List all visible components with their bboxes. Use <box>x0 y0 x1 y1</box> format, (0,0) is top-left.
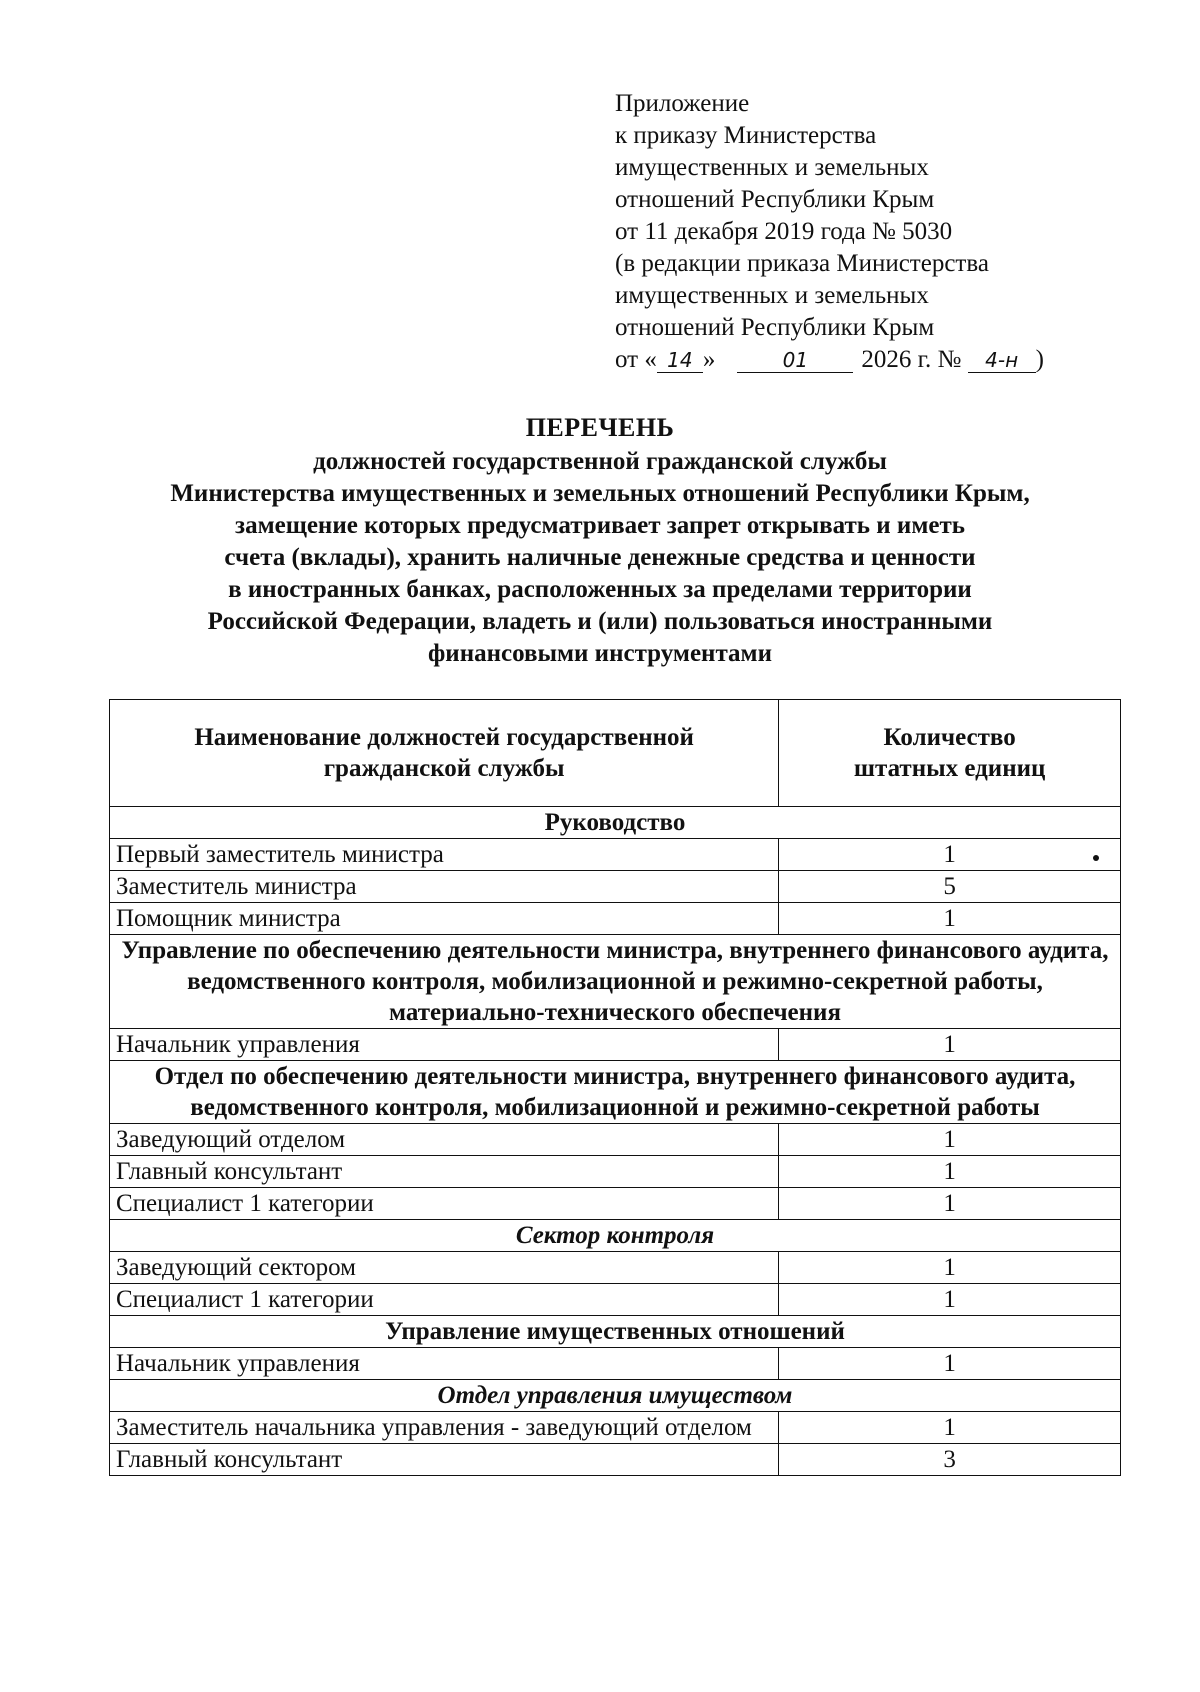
header-text: гражданской службы <box>323 755 565 782</box>
handwritten-order-number: 4-н <box>968 348 1036 373</box>
section-row <box>110 1316 1121 1348</box>
scan-dot-mark <box>1093 855 1099 861</box>
appendix-line: Приложение <box>615 90 750 117</box>
date-suffix: ) <box>1035 346 1044 373</box>
section-title: Управление имущественных отношений <box>110 1316 1121 1348</box>
table-row <box>110 903 1121 935</box>
table-header-row <box>110 700 1121 807</box>
position-quantity: 1 <box>779 1412 1121 1444</box>
position-name: Помощник министра <box>110 903 779 935</box>
appendix-line: (в редакции приказа Министерства <box>615 250 989 277</box>
position-name: Специалист 1 категории <box>110 1284 779 1316</box>
document-title <box>100 412 1100 670</box>
position-quantity: 1 <box>779 1348 1121 1380</box>
title-heading: ПЕРЕЧЕНЬ <box>525 413 675 442</box>
table-row <box>110 1348 1121 1380</box>
position-name: Заведующий сектором <box>110 1252 779 1284</box>
position-name: Начальник управления <box>110 1029 779 1061</box>
position-name: Первый заместитель министра <box>110 839 779 871</box>
position-quantity: 1 <box>779 903 1121 935</box>
section-title: Руководство <box>110 807 1121 839</box>
title-line: должностей государственной гражданской службы <box>313 448 887 475</box>
section-title: Управление по обеспечению деятельности министра, внутреннего финансового аудита, ведомственного контроля, мобилизационной и режимно-секретной работы, материально-технического обеспечения <box>110 935 1121 1029</box>
section-row <box>110 807 1121 839</box>
position-name: Главный консультант <box>110 1444 779 1476</box>
column-header-position <box>110 700 779 807</box>
title-line: в иностранных банках, расположенных за пределами территории <box>228 576 972 603</box>
position-quantity: 1 <box>779 1284 1121 1316</box>
title-line: Министерства имущественных и земельных отношений Республики Крым, <box>170 480 1030 507</box>
header-text: штатных единиц <box>853 755 1046 782</box>
position-quantity: 1 <box>779 1029 1121 1061</box>
date-year-text: 2026 г. № <box>861 346 962 373</box>
title-line: замещение которых предусматривает запрет открывать и иметь <box>235 512 965 539</box>
date-quote-close: » <box>702 346 716 373</box>
position-name: Заместитель начальника управления - заведующий отделом <box>110 1412 779 1444</box>
header-text: Наименование должностей государственной <box>194 724 694 751</box>
table-row <box>110 1188 1121 1220</box>
appendix-line: отношений Республики Крым <box>615 186 935 213</box>
section-row <box>110 1220 1121 1252</box>
table-row <box>110 1412 1121 1444</box>
section-row <box>110 1380 1121 1412</box>
title-line: финансовыми инструментами <box>428 640 772 667</box>
position-quantity: 1 <box>779 1188 1121 1220</box>
appendix-header <box>615 88 1175 376</box>
table-row <box>110 1124 1121 1156</box>
section-title: Отдел по обеспечению деятельности министра, внутреннего финансового аудита, ведомственного контроля, мобилизационной и режимно-секретной работы <box>110 1061 1121 1124</box>
date-prefix: от « <box>615 346 657 373</box>
position-name: Главный консультант <box>110 1156 779 1188</box>
appendix-line: отношений Республики Крым <box>615 314 935 341</box>
position-quantity: 1 <box>779 1156 1121 1188</box>
position-quantity: 1 <box>779 1124 1121 1156</box>
appendix-line: от 11 декабря 2019 года № 5030 <box>615 218 953 245</box>
section-row <box>110 1061 1121 1124</box>
section-title: Отдел управления имуществом <box>110 1380 1121 1412</box>
header-text: Количество <box>883 724 1016 751</box>
table-row <box>110 1252 1121 1284</box>
table-row <box>110 839 1121 871</box>
table-row <box>110 1284 1121 1316</box>
appendix-line: имущественных и земельных <box>615 154 929 181</box>
position-quantity: 1 <box>779 839 1121 871</box>
table-row <box>110 1029 1121 1061</box>
title-line: Российской Федерации, владеть и (или) пользоваться иностранными <box>207 608 993 635</box>
position-name: Специалист 1 категории <box>110 1188 779 1220</box>
amendment-date-line <box>615 344 1175 376</box>
table-row <box>110 1156 1121 1188</box>
table-row <box>110 1444 1121 1476</box>
position-quantity: 1 <box>779 1252 1121 1284</box>
position-name: Заведующий отделом <box>110 1124 779 1156</box>
handwritten-month: 01 <box>737 348 853 373</box>
appendix-line: имущественных и земельных <box>615 282 929 309</box>
appendix-line: к приказу Министерства <box>615 122 877 149</box>
position-name: Заместитель министра <box>110 871 779 903</box>
position-quantity: 3 <box>779 1444 1121 1476</box>
position-quantity: 5 <box>779 871 1121 903</box>
section-title: Сектор контроля <box>110 1220 1121 1252</box>
position-name: Начальник управления <box>110 1348 779 1380</box>
column-header-quantity <box>779 700 1121 807</box>
handwritten-day: 14 <box>657 348 703 373</box>
section-row <box>110 935 1121 1029</box>
title-line: счета (вклады), хранить наличные денежные средства и ценности <box>224 544 976 571</box>
positions-table <box>109 699 1121 1476</box>
table-row <box>110 871 1121 903</box>
